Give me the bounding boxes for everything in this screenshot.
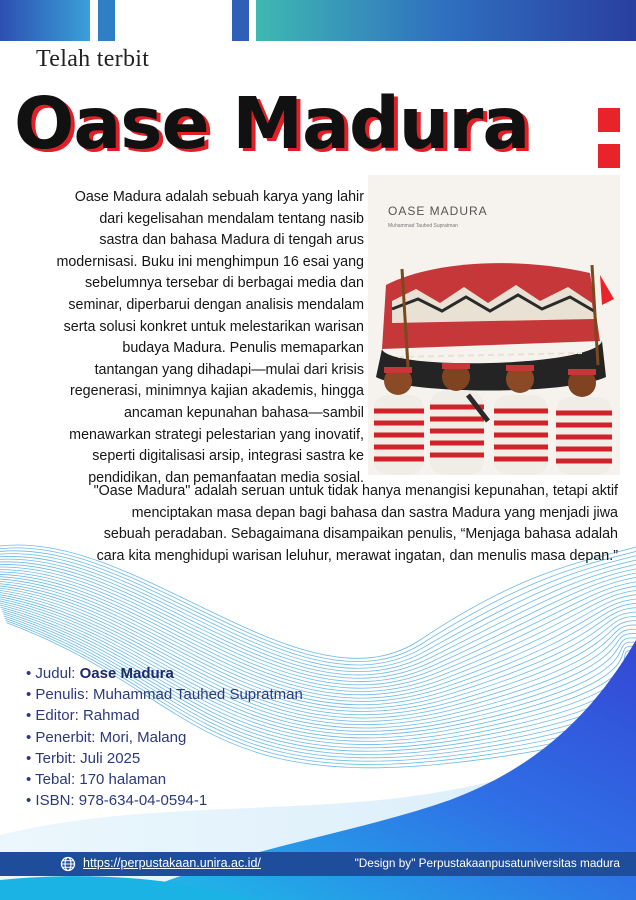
description-line: regenerasi, minimnya kajian akademis, hingga bbox=[69, 383, 364, 400]
description-line: sastra dan bahasa Madura di tengah arus bbox=[99, 232, 364, 249]
description-line: pendidikan, dan pemanfaatan media sosial. bbox=[88, 469, 364, 486]
design-credit: "Design by" Perpustakaanpusatuniversitas madura bbox=[354, 856, 620, 870]
book-cover-image bbox=[368, 175, 620, 475]
detail-row bbox=[26, 790, 303, 811]
detail-label: Tebal: bbox=[35, 771, 80, 789]
detail-row bbox=[26, 727, 303, 748]
detail-label: Terbit: bbox=[35, 749, 81, 767]
description-line: budaya Madura. Penulis memaparkan bbox=[122, 340, 364, 357]
bullet: • bbox=[26, 728, 36, 746]
description-line: menawarkan strategi pelestarian yang inovatif, bbox=[69, 426, 364, 443]
description-line: seminar, diperbarui dengan analisis mendalam bbox=[68, 296, 364, 313]
bullet: • bbox=[26, 749, 36, 767]
detail-value: Juli 2025 bbox=[80, 749, 141, 767]
description-line: Oase Madura adalah sebuah karya yang lahir bbox=[74, 189, 364, 205]
subtitle-telah-terbit: Telah terbit bbox=[36, 46, 150, 72]
detail-row bbox=[26, 769, 303, 790]
detail-value: 978-634-04-0594-1 bbox=[78, 792, 208, 810]
description-line: modernisasi. Buku ini menghimpun 16 esai yang bbox=[56, 253, 364, 270]
bullet: • bbox=[26, 792, 36, 810]
bullet: • bbox=[26, 771, 36, 789]
cover-illustration bbox=[368, 245, 620, 475]
description-line: tantangan yang dihadapi—mulai dari krisis bbox=[94, 361, 364, 378]
page-title: Oase Madura bbox=[14, 82, 530, 165]
website-link[interactable]: https://perpustakaan.unira.ac.id/ bbox=[83, 856, 261, 870]
description-line: seperti digitalisasi arsip, integrasi sastra ke bbox=[92, 448, 364, 465]
detail-label: Penulis: bbox=[35, 686, 93, 704]
detail-label: Editor: bbox=[35, 707, 83, 725]
quote-line: "Oase Madura" adalah seruan untuk tidak hanya menangisi kepunahan, tetapi aktif bbox=[93, 483, 618, 499]
bullet: • bbox=[26, 686, 36, 704]
quote-line: cara kita menghidupi warisan leluhur, merawat ingatan, dan menulis masa depan.” bbox=[96, 547, 618, 564]
bullet: • bbox=[26, 707, 36, 725]
cover-author: Muhammad Tauhed Supratman bbox=[388, 223, 458, 229]
globe-icon bbox=[60, 856, 76, 872]
detail-value: Muhammad Tauhed Supratman bbox=[92, 686, 303, 704]
detail-label: Penerbit: bbox=[35, 728, 100, 746]
description-line: serta solusi konkret untuk melestarikan warisan bbox=[63, 318, 364, 335]
description-main bbox=[0, 187, 364, 489]
detail-row bbox=[26, 748, 303, 769]
quote-line: sebuah peradaban. Sebagaimana disampaikan penulis, “Menjaga bahasa adalah bbox=[103, 526, 618, 543]
bullet: • bbox=[26, 665, 36, 682]
description-quote bbox=[18, 481, 618, 567]
detail-row bbox=[26, 684, 303, 705]
detail-label: ISBN: bbox=[35, 792, 79, 810]
detail-value: Oase Madura bbox=[79, 665, 174, 682]
cover-title: OASE MADURA bbox=[388, 204, 488, 218]
description-line: dari kegelisahan mendalam tentang nasib bbox=[99, 210, 364, 227]
quote-line: menciptakan masa depan bagi bahasa dan sastra Madura yang menjadi jiwa bbox=[131, 504, 618, 521]
book-details-list bbox=[26, 663, 303, 811]
detail-value: 170 halaman bbox=[79, 771, 167, 789]
detail-value: Mori, Malang bbox=[99, 728, 187, 746]
description-line: ancaman kepunahan bahasa—sambil bbox=[123, 404, 364, 421]
description-line: sebelumnya tersebar di berbagai media dan bbox=[85, 275, 364, 292]
detail-value: Rahmad bbox=[82, 707, 140, 725]
detail-row bbox=[26, 705, 303, 726]
detail-label: Judul: bbox=[35, 665, 80, 682]
footer-bar bbox=[0, 852, 636, 876]
detail-row bbox=[26, 663, 303, 684]
